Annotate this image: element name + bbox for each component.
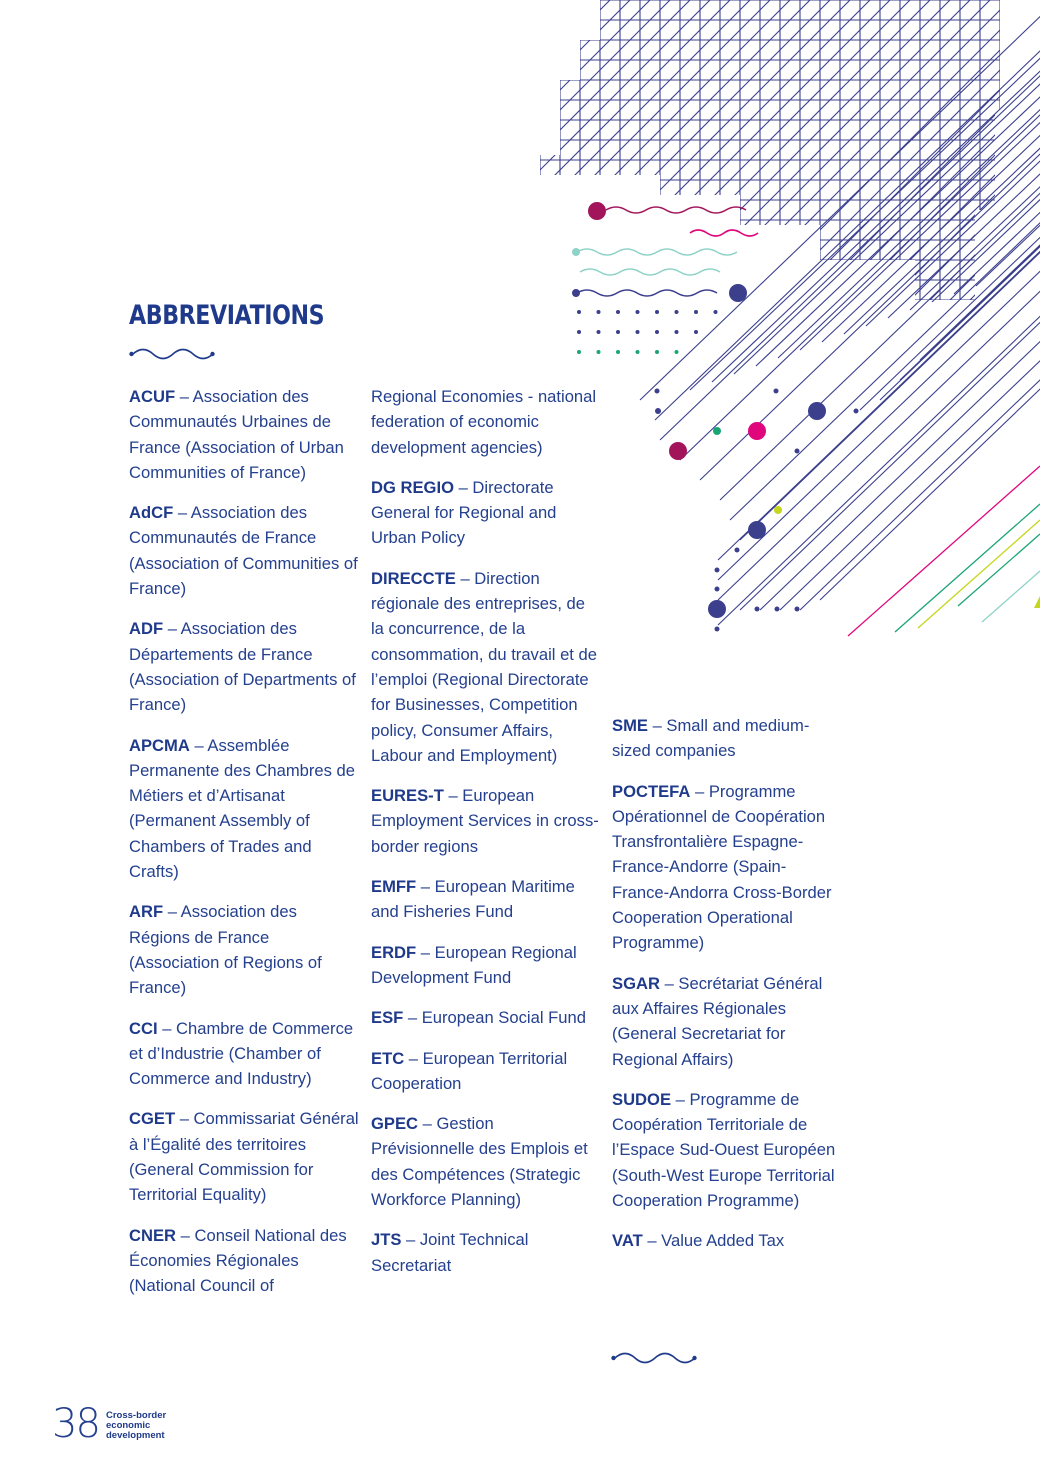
abbreviation-definition: Regional Economies - national federation of economic development agencies) (371, 387, 597, 457)
end-wave-ornament (611, 1349, 697, 1365)
abbreviations-column-1 (129, 384, 359, 1314)
abbreviation-term: ACUF (129, 387, 176, 406)
abbreviation-entry (129, 899, 359, 1000)
abbreviation-definition: – European Employment Services in cross-border regions (371, 786, 599, 856)
abbreviations-column-2 (371, 384, 601, 1293)
triangle-grid-pattern (120, 0, 1040, 310)
abbreviation-term: ERDF (371, 942, 417, 962)
abbreviation-term: APCMA (129, 735, 190, 755)
abbreviation-definition: – Association des Régions de France (Association of Regions of France) (129, 902, 322, 998)
color-accent-lines (848, 466, 1040, 636)
abbreviation-entry (371, 783, 601, 859)
abbreviation-entry (129, 500, 359, 601)
abbreviation-definition: – Chambre de Commerce et d’Industrie (Chamber of Commerce and Industry) (129, 1018, 354, 1089)
abbreviation-entry (129, 1223, 359, 1299)
abbreviation-term: EURES-T (371, 786, 444, 806)
abbreviation-entry (371, 1046, 601, 1097)
abbreviation-entry (371, 1227, 601, 1278)
dot-grid (577, 310, 718, 354)
abbreviation-definition: – Small and medium-sized companies (612, 716, 810, 761)
abbreviation-entry (129, 733, 359, 885)
abbreviation-term: JTS (371, 1230, 402, 1250)
abbreviation-term: CCI (129, 1018, 158, 1038)
abbreviation-term: SUDOE (612, 1089, 672, 1109)
abbreviation-definition: – Association des Départements de France (Association of Departments of France) (129, 619, 356, 715)
abbreviation-entry (612, 779, 842, 956)
abbreviation-term: DG REGIO (371, 477, 454, 497)
abbreviation-entry (371, 940, 601, 991)
abbreviation-definition: – Secrétariat Général aux Affaires Régionales (General Secretariat for Regional Affairs) (612, 973, 823, 1069)
abbreviation-term: CGET (129, 1109, 176, 1129)
abbreviations-column-3 (612, 713, 842, 1269)
abbreviation-term: ETC (371, 1048, 405, 1068)
abbreviation-definition: – Association des Communautés Urbaines de France (Association of Urban Communities of France) (129, 387, 344, 482)
abbreviation-definition: – European Territorial Cooperation (371, 1048, 568, 1093)
abbreviation-definition: – Conseil National des Économies Régionales (National Council of (129, 1225, 347, 1296)
abbreviation-entry (371, 384, 601, 460)
abbreviation-term: ESF (371, 1008, 404, 1028)
abbreviation-definition: – European Regional Development Fund (371, 942, 577, 987)
wave-lines (577, 207, 758, 296)
abbreviation-definition: – Gestion Prévisionnelle des Emplois et des Compétences (Strategic Workforce Planning) (371, 1114, 588, 1210)
footer-label-line: Cross-border (106, 1410, 167, 1421)
abbreviation-entry (129, 1106, 359, 1207)
abbreviation-definition: – European Maritime and Fisheries Fund (371, 877, 575, 922)
abbreviation-term: AdCF (129, 503, 174, 523)
abbreviation-entry (612, 971, 842, 1072)
abbreviation-term: ARF (129, 902, 164, 922)
abbreviation-term: GPEC (371, 1114, 419, 1134)
abbreviation-term: SGAR (612, 973, 660, 993)
abbreviation-definition: – Direction régionale des entreprises, de la concurrence, de la consommation, du travail et de l’emploi (Regional Directorate for Businesses, Competition policy, Consumer Affairs, Labour and Employment) (371, 568, 597, 765)
abbreviation-definition: – Association des Communautés de France (Association of Communities of France) (129, 503, 358, 599)
abbreviation-definition: – European Social Fund (403, 1008, 586, 1028)
page-title: ABBREVIATIONS (129, 300, 325, 331)
abbreviation-definition: – Value Added Tax (642, 1231, 785, 1251)
abbreviation-entry (129, 384, 359, 485)
abbreviation-entry (612, 1228, 842, 1253)
footer-label-line: economic (106, 1420, 151, 1431)
abbreviation-term: EMFF (371, 877, 417, 897)
abbreviation-term: CNER (129, 1225, 177, 1245)
abbreviation-entry (129, 616, 359, 717)
abbreviation-entry (371, 874, 601, 925)
abbreviation-entry (612, 713, 842, 764)
abbreviation-definition: – Joint Technical Secretariat (371, 1230, 529, 1275)
abbreviation-definition: – Directorate General for Regional and Urban Policy (371, 477, 557, 548)
abbreviation-entry (612, 1087, 842, 1213)
abbreviation-term: SME (612, 716, 648, 735)
footer-label-line: development (106, 1430, 165, 1441)
abbreviation-term: POCTEFA (612, 781, 691, 801)
abbreviation-entry (371, 566, 601, 768)
abbreviation-entry (371, 475, 601, 551)
abbreviation-entry (371, 1111, 601, 1212)
abbreviation-entry (371, 1005, 601, 1030)
abbreviation-term: ADF (129, 619, 164, 639)
abbreviation-definition: – Programme de Coopération Territoriale de l’Espace Sud-Ouest Européen (South-West Europe Territorial Cooperation Programme) (612, 1089, 836, 1211)
abbreviation-entry (129, 1016, 359, 1092)
abbreviation-definition: – Programme Opérationnel de Coopération Transfrontalière Espagne-France-Andorre (Spain-France-Andorra Cross-Border Cooperation Operational Programme) (612, 781, 832, 953)
abbreviation-term: VAT (612, 1231, 643, 1251)
footer-label (106, 1411, 196, 1441)
abbreviation-term: DIRECCTE (371, 568, 456, 588)
abbreviation-definition: – Assemblée Permanente des Chambres de Métiers et d’Artisanat (Permanent Assembly of Chambers of Trades and Crafts) (129, 735, 355, 882)
title-wave-ornament (129, 345, 215, 361)
abbreviation-definition: – Commissariat Général à l’Égalité des territoires (General Commission for Territorial Equality) (129, 1109, 359, 1205)
page-number: 38 (52, 1401, 99, 1447)
